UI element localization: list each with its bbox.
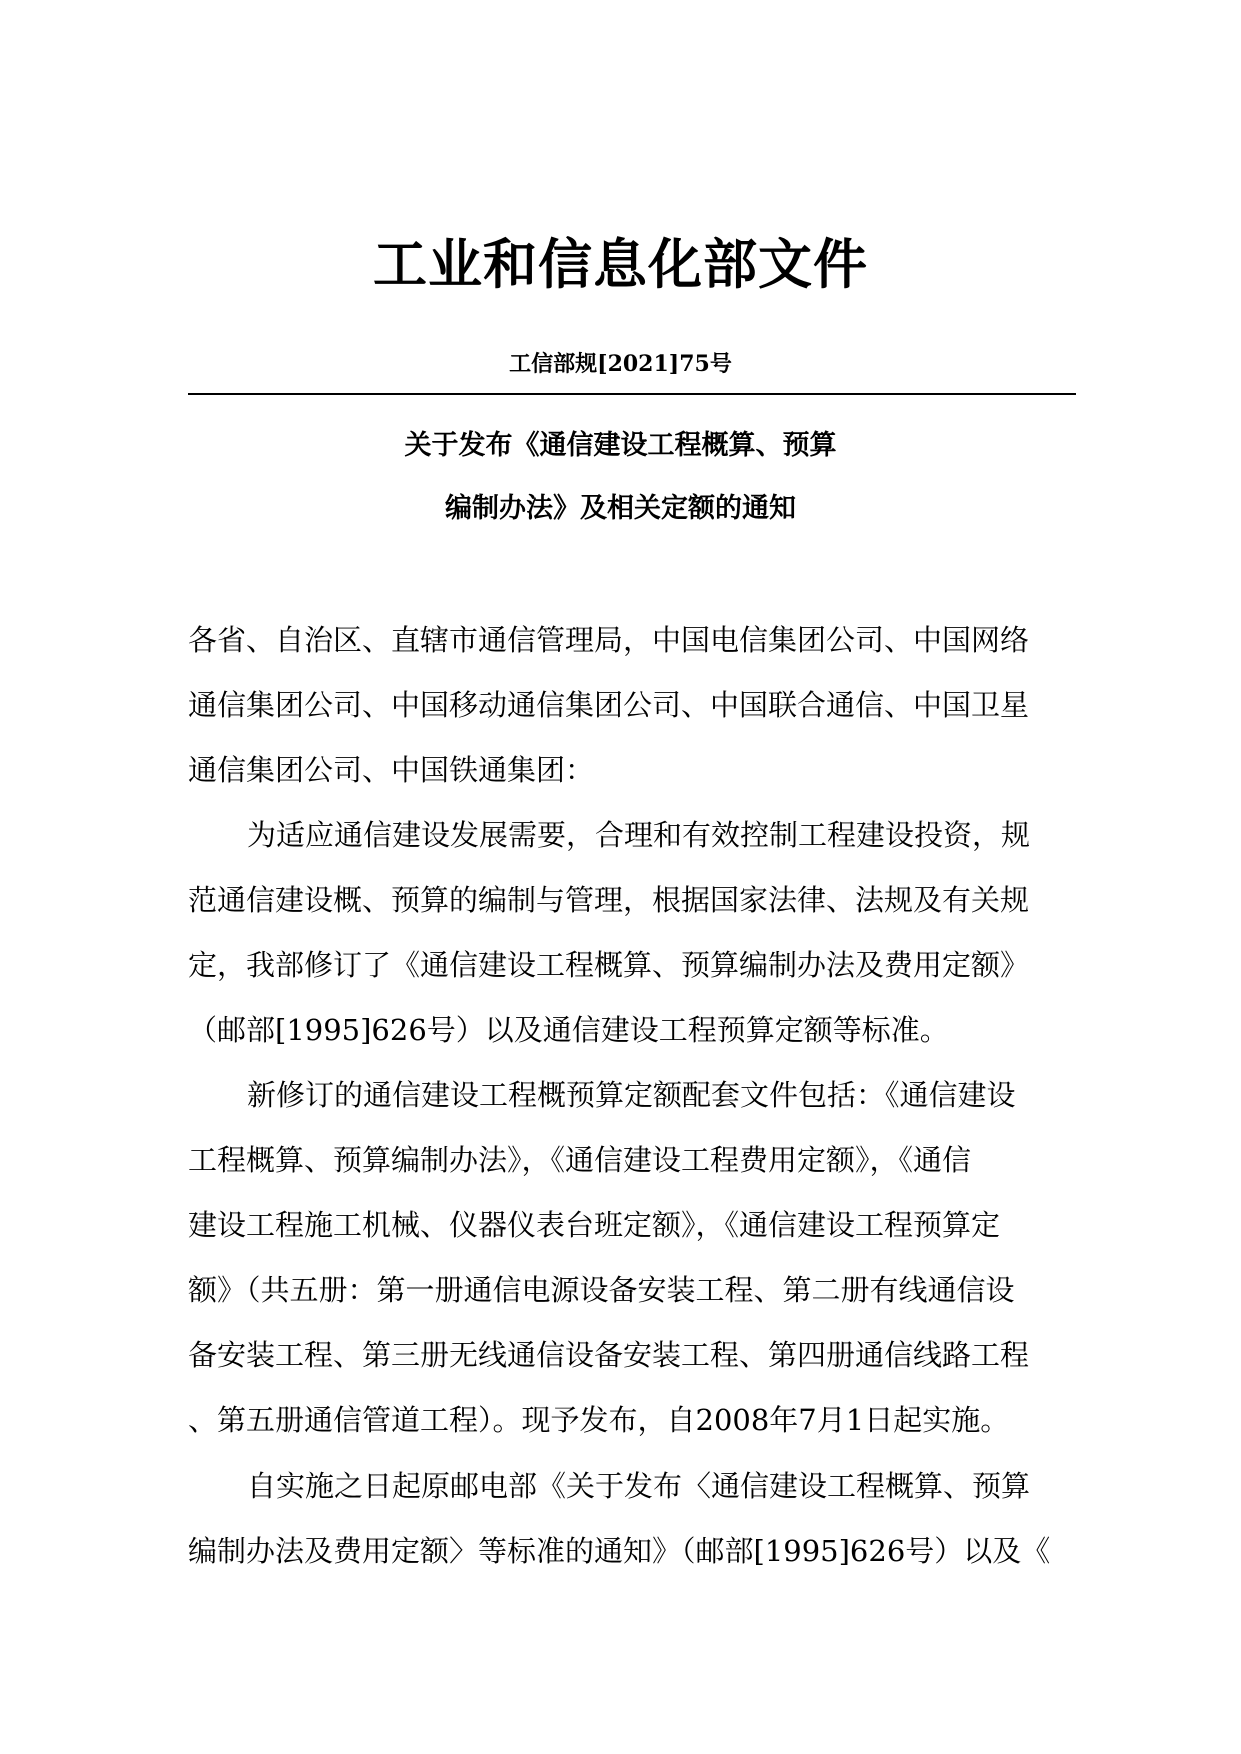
body-line: 通信集团公司、中国铁通集团： — [188, 753, 595, 787]
document-number: 工信部规[2021]75号 — [509, 351, 732, 377]
body-line: 建设工程施工机械、仪器仪表台班定额》，《通信建设工程预算定 — [188, 1208, 1001, 1242]
subject-title-line-1: 关于发布《通信建设工程概算、预算 — [404, 430, 837, 461]
body-line: 、第五册通信管道工程）。现予发布，自2008年7月1日起实施。 — [188, 1403, 1010, 1437]
page-title: 工业和信息化部文件 — [373, 232, 868, 296]
header-divider — [188, 393, 1076, 395]
body-line: 工程概算、预算编制办法》，《通信建设工程费用定额》，《通信 — [188, 1143, 972, 1177]
body-line: 通信集团公司、中国移动通信集团公司、中国联合通信、中国卫星 — [188, 688, 1030, 722]
body-line: 定，我部修订了《通信建设工程概算、预算编制办法及费用定额》 — [188, 948, 1030, 982]
body-line: （邮部[1995]626号）以及通信建设工程预算定额等标准。 — [188, 1013, 949, 1047]
body-line: 额》（共五册：第一册通信电源设备安装工程、第二册有线通信设 — [188, 1273, 1015, 1307]
body-line: 编制办法及费用定额〉等标准的通知》（邮部[1995]626号）以及《 — [188, 1534, 1051, 1568]
body-line: 新修订的通信建设工程概预算定额配套文件包括：《通信建设 — [247, 1078, 1016, 1112]
body-line: 范通信建设概、预算的编制与管理，根据国家法律、法规及有关规 — [188, 883, 1030, 917]
body-line: 备安装工程、第三册无线通信设备安装工程、第四册通信线路工程 — [188, 1338, 1030, 1372]
body-line: 为适应通信建设发展需要，合理和有效控制工程建设投资，规 — [247, 818, 1031, 852]
subject-title-line-2: 编制办法》及相关定额的通知 — [445, 493, 796, 524]
body-line: 各省、自治区、直辖市通信管理局，中国电信集团公司、中国网络 — [188, 623, 1030, 657]
body-line: 自实施之日起原邮电部《关于发布〈通信建设工程概算、预算 — [247, 1469, 1031, 1503]
